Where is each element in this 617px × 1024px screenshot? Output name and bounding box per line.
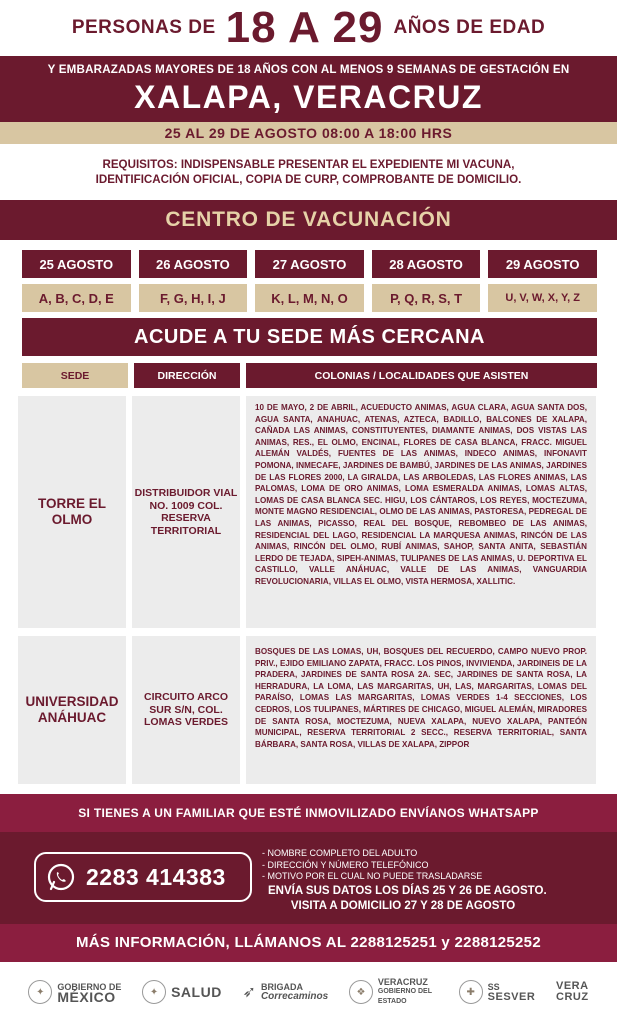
list-item: - NOMBRE COMPLETO DEL ADULTO xyxy=(262,848,418,858)
day-cell: 25 AGOSTO xyxy=(22,250,131,278)
eagle-seal-icon: ✦ xyxy=(28,980,52,1004)
letters-cell: P, Q, R, S, T xyxy=(372,284,481,312)
table-row xyxy=(18,636,596,784)
ss-seal-icon: ✚ xyxy=(459,980,483,1004)
requirements-line-2: IDENTIFICACIÓN OFICIAL, COPIA DE CURP, COMPROBANTE DE DOMICILIO. xyxy=(95,173,522,186)
gobierno-mexico-logo xyxy=(28,980,121,1004)
day-row xyxy=(22,250,597,278)
logo-text: SESVER xyxy=(487,991,536,1003)
info-banner: MÁS INFORMACIÓN, LLÁMANOS AL 2288125251 y 2288125252 xyxy=(0,924,617,962)
colonias-cell: 10 DE MAYO, 2 DE ABRIL, ACUEDUCTO ANIMAS, AGUA CLARA, AGUA SANTA DOS, AGUA SANTA, ANAHUAC, ATENAS, AZTECA, BADILLO, BALCONES DE XALAPA, CAÑADA LAS ANIMAS, CONSTITUYENTES, DIAMANTE ANIMAS, DOS VISTAS LAS ANIMAS, RES., EL OLMO, ENCINAL, FLORES DE CASA BLANCA, FRACC. MIGUEL ALEMÁN VALDÉS, FUENTES DE LAS ANIMAS, INDECO ANIMAS, INFONAVIT POMONA, INMECAFE, JARDINES DE BAMBÚ, JARDINES DE LAS ANIMAS, JARDINES DE LAS FLORES 2000, LA GIRALDA, LAS ARBOLEDAS, LAS FLORES ANIMAS, LAS PALOMAS, LOMA DE ORO ANIMAS, LOMA ESMERALDA ANIMAS, LOMAS ALTAS, LOMAS DE CASA BLANCA SEC. HIGU, LOS CÁNTAROS, LOS REYES, MOCTEZUMA, MONTE MAGNO RESIDENCIAL, OLMO DE LAS ANIMAS, PASTORESA, PEDREGAL DE LAS ANIMAS, PICASSO, REAL DEL BOSQUE, REBOMBEO DE LAS ANIMAS, RESIDENCIAL DEL LAGO, RESIDENCIAL LA MARQUESA ANIMAS, RINCÓN DE LAS ANIMAS, RINCÓN DEL OLMO, RUBÍ ANIMAS, SAHOP, SANTA ANITA, SEBASTIÁN LERDO DE TEJADA, SIPEH-ANIMAS, TULIPANES DE LAS ANIMAS, U. DEPORTIVA EL CASTILLO, VALLE ANÁHUAC, VALLE DE LAS ANIMAS, VANGUARDIA REVOLUCIONARIA, VILLAS EL OLMO, VISTA HERMOSA, XALLITIC. xyxy=(246,396,596,628)
logo-text: SS xyxy=(487,982,500,992)
logo-text: VERA xyxy=(556,980,589,992)
header-sede: SEDE xyxy=(22,363,128,388)
direccion-cell: DISTRIBUIDOR VIAL NO. 1009 COL. RESERVA TERRITORIAL xyxy=(132,396,240,628)
logo-strip xyxy=(0,968,617,1016)
logo-text: GOBIERNO DEL ESTADO xyxy=(377,988,432,1005)
letters-cell: F, G, H, I, J xyxy=(139,284,248,312)
acude-title: ACUDE A TU SEDE MÁS CERCANA xyxy=(22,318,597,356)
list-item: - MOTIVO POR EL CUAL NO PUEDE TRASLADARSE xyxy=(262,871,483,881)
logo-text: SALUD xyxy=(171,984,222,1000)
day-cell: 26 AGOSTO xyxy=(139,250,248,278)
veracruz-logo xyxy=(556,981,589,1003)
send-line-2: VISITA A DOMICILIO 27 Y 28 DE AGOSTO xyxy=(290,900,516,912)
whatsapp-number: 2283 414383 xyxy=(86,863,226,890)
direccion-cell: CIRCUITO ARCO SUR S/N, COL. LOMAS VERDES xyxy=(132,636,240,784)
header-left-text: PERSONAS DE xyxy=(71,17,216,38)
salud-logo xyxy=(142,980,222,1004)
letters-cell: K, L, M, N, O xyxy=(255,284,364,312)
day-cell: 28 AGOSTO xyxy=(372,250,481,278)
sesver-logo xyxy=(459,980,536,1004)
whatsapp-requirements xyxy=(262,848,482,883)
logo-text: GOBIERNO DE xyxy=(57,982,122,992)
eagle-seal-icon: ✦ xyxy=(142,980,166,1004)
header-dates: 25 AL 29 DE AGOSTO 08:00 A 18:00 HRS xyxy=(0,122,617,144)
header-subtitle: Y EMBARAZADAS MAYORES DE 18 AÑOS CON AL MENOS 9 SEMANAS DE GESTACIÓN EN xyxy=(47,63,570,76)
roadrunner-icon: ➶ xyxy=(242,984,256,1001)
header-direccion: DIRECCIÓN xyxy=(134,363,240,388)
veracruz-gobierno-logo xyxy=(349,977,438,1007)
logo-text: Correcaminos xyxy=(260,991,329,1002)
table-header xyxy=(22,363,597,388)
sede-cell: UNIVERSIDAD ANÁHUAC xyxy=(18,636,126,784)
logo-text: BRIGADA xyxy=(260,982,303,992)
letters-cell: A, B, C, D, E xyxy=(22,284,131,312)
day-cell: 27 AGOSTO xyxy=(255,250,364,278)
centro-title: CENTRO DE VACUNACIÓN xyxy=(0,200,617,240)
header-right-text: AÑOS DE EDAD xyxy=(393,17,546,38)
header-age-range: 18 A 29 xyxy=(225,3,384,52)
requirements xyxy=(0,157,617,189)
whatsapp-icon xyxy=(46,862,76,892)
whatsapp-section xyxy=(0,832,617,924)
whatsapp-send-info xyxy=(268,884,547,914)
header-colonias: COLONIAS / LOCALIDADES QUE ASISTEN xyxy=(246,363,597,388)
sede-cell: TORRE EL OLMO xyxy=(18,396,126,628)
list-item: - DIRECCIÓN Y NÚMERO TELEFÓNICO xyxy=(262,859,429,870)
header-subtitle-band xyxy=(0,56,617,122)
header-title xyxy=(0,0,617,56)
letters-cell: U, V, W, X, Y, Z xyxy=(488,284,597,312)
logo-text: CRUZ xyxy=(556,991,589,1003)
requirements-line-1: REQUISITOS: INDISPENSABLE PRESENTAR EL EXPEDIENTE MI VACUNA, xyxy=(102,158,515,171)
logo-text: VERACRUZ xyxy=(377,977,428,987)
day-cell: 29 AGOSTO xyxy=(488,250,597,278)
brigada-correcaminos-logo xyxy=(243,982,329,1002)
colonias-cell: BOSQUES DE LAS LOMAS, UH, BOSQUES DEL RECUERDO, CAMPO NUEVO PROP. PRIV., EJIDO EMILIANO ZAPATA, FRACC. LOS PINOS, INVIVIENDA, JARDINEIS DE LA PRADERA, JARDINES DE SANTA ROSA 2A. SEC, JARDINES DE SANTA ROSA, LA HERRADURA, LA LOMA, LAS MARGARITAS, UH, LAS, MARGARITAS, LOMAS DEL PARAÍSO, LOMAS LAS MARGARITAS, LOMAS VERDES 1-4 SECCIONES, LOS CEDROS, LOS TULIPANES, MÁRTIRES DE CHICAGO, MIGUEL ALEMÁN, MIRADORES DE SANTA ROSA, MOCTEZUMA, NUEVA XALAPA, NUEVO XALAPA, PANTEÓN MUNICIPAL, RESERVA TERRITORIAL 2 SECC., RESERVA TERRITORIAL, SANTA BÁRBARA, SANTA ROSA, VILLAS DE XALAPA, ZIPPOR xyxy=(246,636,596,784)
letters-row xyxy=(22,284,597,312)
table-row xyxy=(18,396,596,628)
logo-text: MÉXICO xyxy=(57,989,116,1005)
familiar-banner: SI TIENES A UN FAMILIAR QUE ESTÉ INMOVILIZADO ENVÍANOS WHATSAPP xyxy=(0,794,617,832)
whatsapp-number-box[interactable] xyxy=(34,852,252,902)
send-line-1: ENVÍA SUS DATOS LOS DÍAS 25 Y 26 DE AGOSTO. xyxy=(268,885,547,897)
header-city: XALAPA, VERACRUZ xyxy=(134,79,483,115)
state-seal-icon: ❖ xyxy=(349,980,373,1004)
